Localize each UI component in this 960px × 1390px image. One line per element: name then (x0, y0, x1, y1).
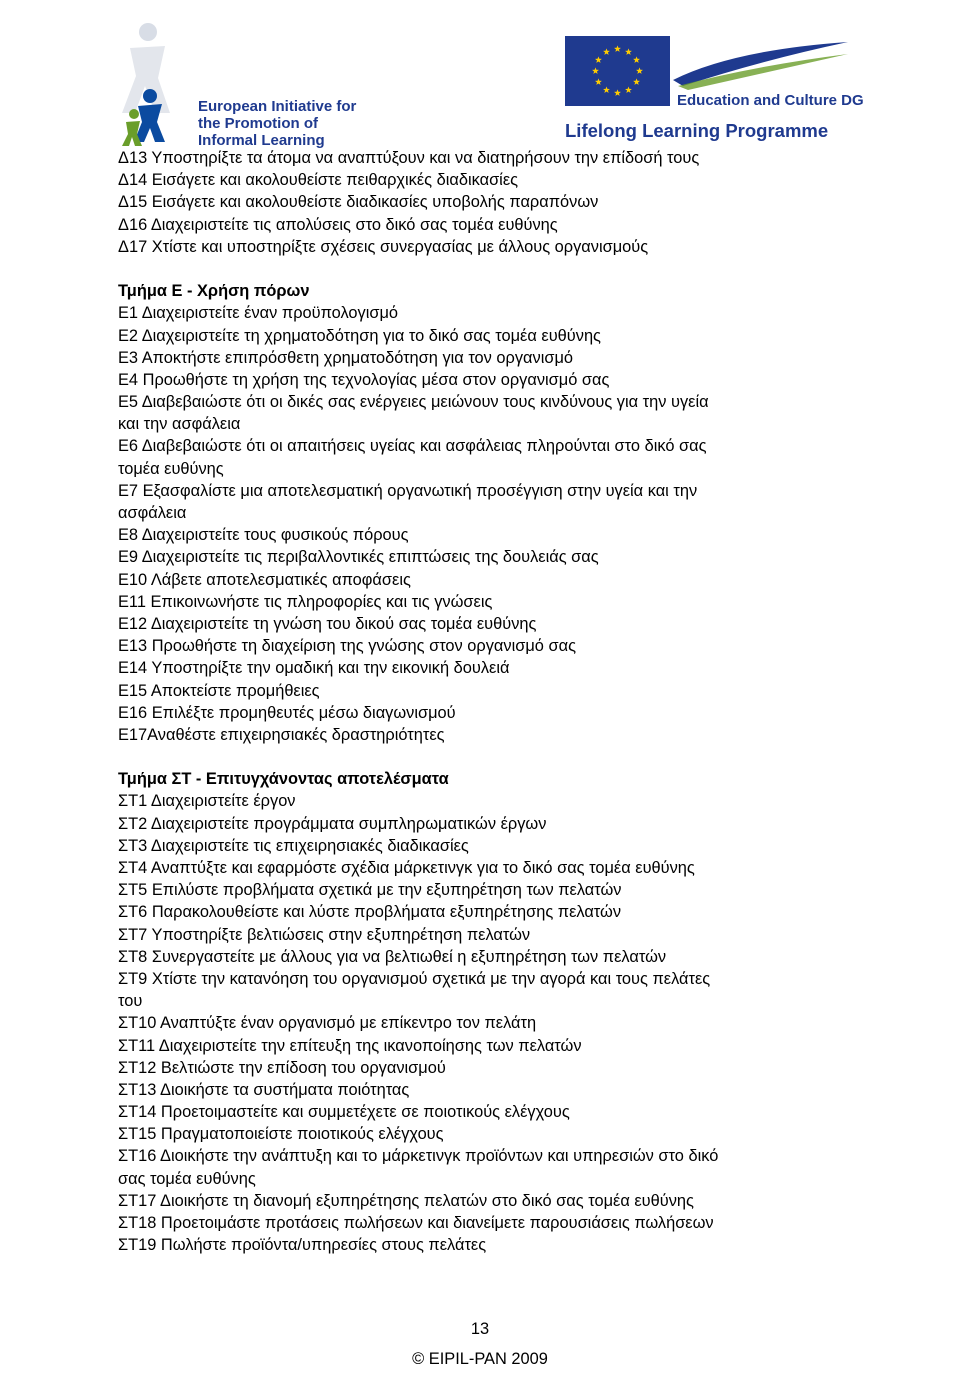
list-item: ΣΤ19 Πωλήστε προϊόντα/υπηρεσίες στους πελάτες (118, 1236, 487, 1255)
list-item: ΣΤ17 Διοικήστε τη διανομή εξυπηρέτησης πελατών στο δικό σας τομέα ευθύνης (118, 1191, 694, 1210)
list-item: ΣΤ4 Αναπτύξτε και εφαρμόστε σχέδια μάρκετινγκ για το δικό σας τομέα ευθύνης (118, 859, 695, 877)
list-item: Ε2 Διαχειριστείτε τη χρηματοδότηση για το δικό σας τομέα ευθύνης (118, 326, 601, 345)
list-item: Ε3 Αποκτήστε επιπρόσθετη χρηματοδότηση για τον οργανισμό (118, 348, 574, 367)
list-item: ΣΤ18 Προετοιμάστε προτάσεις πωλήσεων και διανείμετε παρουσιάσεις πωλήσεων (118, 1214, 714, 1232)
list-item: σας τομέα ευθύνης (118, 1169, 256, 1188)
list-item: ΣΤ5 Επιλύστε προβλήματα σχετικά με την εξυπηρέτηση των πελατών (118, 881, 622, 900)
list-item: ΣΤ9 Χτίστε την κατανόηση του οργανισμού σχετικά με την αγορά και τους πελάτες (118, 969, 711, 988)
page-number: 13 (470, 1320, 490, 1338)
list-item: ΣΤ11 Διαχειριστείτε την επίτευξη της ικανοποίησης των πελατών (118, 1036, 582, 1055)
list-item: Ε4 Προωθήστε τη χρήση της τεχνολογίας μέσα στον οργανισμό σας (118, 370, 610, 389)
list-item: ΣΤ12 Βελτιώστε την επίδοση του οργανισμού (118, 1058, 446, 1077)
eipil-figures-icon (110, 18, 200, 148)
lifelong-learning-label: Lifelong Learning Programme (565, 120, 829, 141)
list-item: ΣΤ10 Αναπτύξτε έναν οργανισμό με επίκεντρο τον πελάτη (118, 1014, 537, 1033)
list-item: Ε12 Διαχειριστείτε τη γνώση του δικού σας τομέα ευθύνης (118, 614, 537, 633)
list-item: ΣΤ6 Παρακολουθείστε και λύστε προβλήματα εξυπηρέτησης πελατών (118, 903, 622, 922)
list-item: Ε9 Διαχειριστείτε τις περιβαλλοντικές επιπτώσεις της δουλειάς σας (118, 548, 599, 567)
list-item: Δ13 Υποστηρίξτε τα άτομα να αναπτύξουν και να διατηρήσουν την επίδοσή τους (118, 149, 700, 167)
list-item: Ε8 Διαχειριστείτε τους φυσικούς πόρους (118, 526, 409, 545)
list-item: ΣΤ1 Διαχειριστείτε έργον (118, 792, 296, 811)
list-item: Ε1 Διαχειριστείτε έναν προϋπολογισμό (118, 304, 399, 323)
swoosh-icon (673, 40, 853, 90)
eu-flag-icon (565, 36, 670, 106)
copyright-footer: © EIPIL-PAN 2009 (412, 1350, 548, 1368)
list-item: και την ασφάλεια (118, 415, 241, 434)
list-item: ΣΤ3 Διαχειριστείτε τις επιχειρησιακές διαδικασίες (118, 836, 469, 855)
section-e-list (118, 302, 838, 746)
list-item: τομέα ευθύνης (118, 459, 224, 478)
list-item: Δ17 Χτίστε και υποστηρίξτε σχέσεις συνεργασίας με άλλους οργανισμούς (118, 237, 649, 256)
list-item: ΣΤ14 Προετοιμαστείτε και συμμετέχετε σε ποιοτικούς ελέγχους (118, 1103, 570, 1122)
list-item: ΣΤ7 Υποστηρίξτε βελτιώσεις στην εξυπηρέτηση πελατών (118, 925, 531, 944)
section-st-heading: Τμήμα ΣΤ - Επιτυγχάνοντας αποτελέσματα (118, 770, 449, 789)
list-item: Δ16 Διαχειριστείτε τις απολύσεις στο δικό σας τομέα ευθύνης (118, 215, 558, 234)
list-item: Ε6 Διαβεβαιώστε ότι οι απαιτήσεις υγείας και ασφάλειας πληρούνται στο δικό σας (118, 437, 707, 456)
list-item: Ε14 Υποστηρίξτε την ομαδική και την εικονική δουλειά (118, 659, 510, 678)
education-culture-label: Education and Culture DG (677, 92, 864, 109)
list-item: Ε11 Επικοινωνήστε τις πληροφορίες και τις γνώσεις (118, 592, 493, 611)
list-item: ΣΤ2 Διαχειριστείτε προγράμματα συμπληρωματικών έργων (118, 814, 547, 833)
section-e-heading: Τμήμα Ε - Χρήση πόρων (118, 282, 310, 301)
list-item: ΣΤ15 Πραγματοποιείστε ποιοτικούς ελέγχους (118, 1125, 444, 1144)
document-body (118, 147, 838, 1256)
list-item: Ε16 Επιλέξτε προμηθευτές μέσω διαγωνισμού (118, 703, 456, 722)
list-item: ασφάλεια (118, 504, 187, 522)
list-item: Ε15 Αποκτείστε προμήθειες (118, 681, 320, 700)
eu-llp-logo (565, 36, 864, 146)
section-d-list (118, 147, 838, 258)
list-item: ΣΤ16 Διοικήστε την ανάπτυξη και το μάρκετινγκ προϊόντων και υπηρεσιών στο δικό (118, 1147, 719, 1166)
list-item: Δ14 Εισάγετε και ακολουθείστε πειθαρχικές διαδικασίες (118, 171, 519, 190)
list-item: Ε5 Διαβεβαιώστε ότι οι δικές σας ενέργειες μειώνουν τους κινδύνους για την υγεία (118, 393, 709, 412)
list-item: Δ15 Εισάγετε και ακολουθείστε διαδικασίες υποβολής παραπόνων (118, 193, 599, 212)
list-item: ΣΤ8 Συνεργαστείτε με άλλους για να βελτιωθεί η εξυπηρέτηση των πελατών (118, 947, 667, 966)
list-item: Ε13 Προωθήστε τη διαχείριση της γνώσης στον οργανισμό σας (118, 637, 576, 656)
list-item: Ε17Αναθέστε επιχειρησιακές δραστηριότητες (118, 725, 445, 744)
list-item: Ε7 Εξασφαλίστε μια αποτελεσματική οργανωτική προσέγγιση στην υγεία και την (118, 481, 698, 500)
list-item: ΣΤ13 Διοικήστε τα συστήματα ποιότητας (118, 1080, 410, 1099)
list-item: του (118, 992, 143, 1011)
eipil-logo-text: European Initiative for the Promotion of Informal Learning (198, 98, 357, 149)
section-st-list (118, 790, 838, 1256)
list-item: Ε10 Λάβετε αποτελεσματικές αποφάσεις (118, 570, 411, 589)
eipil-logo (110, 18, 360, 148)
